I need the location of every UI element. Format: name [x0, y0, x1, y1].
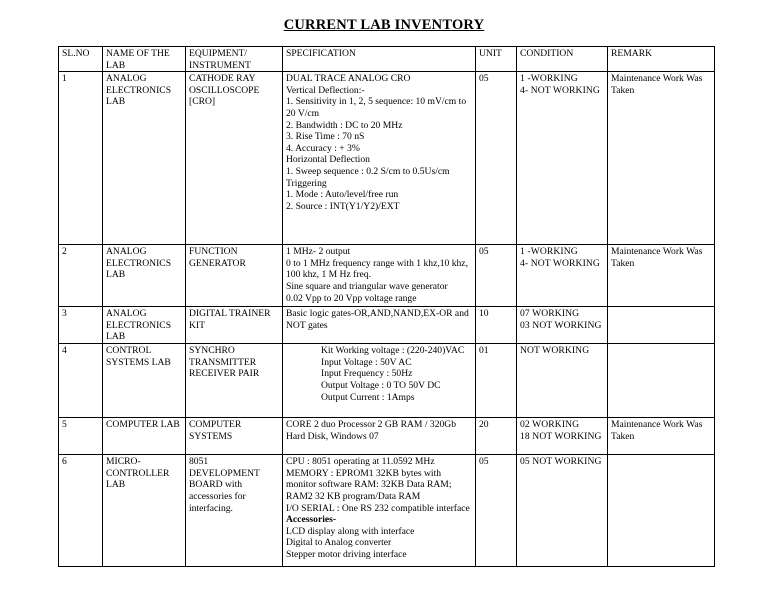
cell-equipment: DIGITAL TRAINER KIT [186, 307, 283, 344]
column-header-specification: SPECIFICATION [283, 47, 476, 72]
cell-condition [517, 245, 608, 307]
spec-line: 1 MHz- 2 output [286, 246, 351, 258]
spec-line: Sine square and triangular wave generator [286, 280, 448, 292]
cell-slno: 3 [59, 307, 103, 344]
cell-specification [283, 307, 476, 344]
cell-remark: Maintenance Work Was Taken [608, 72, 715, 245]
spec-line: Kit Working voltage : (220-240)VAC [321, 345, 465, 357]
cell-specification [283, 455, 476, 567]
spec-line: Input Frequency : 50Hz [321, 368, 413, 380]
cell-lab: ANALOG ELECTRONICS LAB [103, 307, 186, 344]
spec-line: 4. Accuracy : + 3% [286, 142, 360, 154]
cell-lab: ANALOG ELECTRONICS LAB [103, 72, 186, 245]
column-header-lab: NAME OF THE LAB [103, 47, 186, 72]
spec-line: Vertical Deflection:- [286, 84, 365, 96]
spec-line: LCD display along with interface [286, 525, 415, 537]
spec-line: CPU : 8051 operating at 11.0592 MHz [286, 456, 435, 468]
spec-line: Accessories- [286, 514, 337, 526]
spec-line: Basic logic gates-OR,AND,NAND,EX-OR and NOT gates [286, 308, 469, 331]
cell-remark [608, 307, 715, 344]
cell-condition [517, 72, 608, 245]
cell-lab: ANALOG ELECTRONICS LAB [103, 245, 186, 307]
condition-line: 03 NOT WORKING [520, 319, 602, 331]
condition-line: 18 NOT WORKING [520, 430, 602, 442]
cell-equipment: CATHODE RAY OSCILLOSCOPE [CRO] [186, 72, 283, 245]
cell-remark: Maintenance Work Was Taken [608, 418, 715, 455]
table-header-row [59, 47, 715, 72]
condition-line: 1 -WORKING [520, 73, 578, 85]
column-header-equipment: EQUIPMENT/ INSTRUMENT [186, 47, 283, 72]
cell-equipment [186, 455, 283, 567]
condition-line: 02 WORKING [520, 419, 580, 431]
spec-line: 1. Sweep sequence : 0.2 S/cm to 0.5Us/cm [286, 165, 450, 177]
cell-lab: CONTROL SYSTEMS LAB [103, 344, 186, 418]
spec-line: Horizontal Deflection [286, 154, 370, 166]
spec-line: I/O SERIAL : One RS 232 compatible interface [286, 502, 470, 514]
cell-condition [517, 307, 608, 344]
spec-line: Digital to Analog converter [286, 537, 392, 549]
spec-line: RAM2 32 KB program/Data RAM [286, 490, 421, 502]
spec-line: 1. Sensitivity in 1, 2, 5 sequence: 10 mV/cm to 20 V/cm [286, 96, 467, 119]
table-row [59, 307, 715, 344]
table-row [59, 455, 715, 567]
condition-line: 4- NOT WORKING [520, 84, 600, 96]
cell-specification [283, 72, 476, 245]
cell-slno: 4 [59, 344, 103, 418]
column-header-remark: REMARK [608, 47, 715, 72]
cell-unit: 20 [476, 418, 517, 455]
cell-condition [517, 418, 608, 455]
spec-line: Output Voltage : 0 TO 50V DC [321, 379, 441, 391]
cell-slno: 6 [59, 455, 103, 567]
cell-slno: 2 [59, 245, 103, 307]
cell-unit: 05 [476, 245, 517, 307]
spec-line: CORE 2 duo Processor 2 GB RAM / 320Gb Hard Disk, Windows 07 [286, 419, 457, 442]
cell-unit: 05 [476, 72, 517, 245]
spec-line: 2. Bandwidth : DC to 20 MHz [286, 119, 403, 131]
cell-remark [608, 455, 715, 567]
cell-equipment: FUNCTION GENERATOR [186, 245, 283, 307]
condition-line: NOT WORKING [520, 345, 590, 357]
cell-specification [283, 245, 476, 307]
condition-line: 07 WORKING [520, 308, 580, 320]
cell-specification [283, 418, 476, 455]
table-row [59, 344, 715, 418]
cell-equipment: COMPUTER SYSTEMS [186, 418, 283, 455]
cell-equipment: SYNCHRO TRANSMITTER RECEIVER PAIR [186, 344, 283, 418]
cell-lab: COMPUTER LAB [103, 418, 186, 455]
spec-line: MEMORY : EPROM1 32KB bytes with monitor software RAM: 32KB Data RAM; [286, 467, 452, 491]
spec-line: Stepper motor driving interface [286, 548, 407, 560]
spec-line: 2. Source : INT(Y1/Y2)/EXT [286, 200, 400, 212]
spec-line: 0 to 1 MHz frequency range with 1 khz,10 khz, 100 khz, 1 M Hz freq. [286, 257, 468, 281]
cell-condition [517, 455, 608, 567]
table-row [59, 418, 715, 455]
column-header-condition: CONDITION [517, 47, 608, 72]
cell-unit: 05 [476, 455, 517, 567]
table-row [59, 245, 715, 307]
equipment-detail: with accessories for interfacing. [189, 479, 246, 514]
cell-slno: 5 [59, 418, 103, 455]
spec-line: Output Current : 1Amps [321, 391, 415, 403]
cell-slno: 1 [59, 72, 103, 245]
spec-line: Triggering [286, 177, 327, 189]
column-header-slno: SL.NO [59, 47, 103, 72]
condition-line: 05 NOT WORKING [520, 456, 602, 468]
spec-line: DUAL TRACE ANALOG CRO [286, 73, 411, 85]
cell-remark [608, 344, 715, 418]
spec-line: 1. Mode : Auto/level/free run [286, 189, 399, 201]
inventory-table [58, 46, 715, 567]
spec-line: 0.02 Vpp to 20 Vpp voltage range [286, 292, 417, 304]
cell-unit: 01 [476, 344, 517, 418]
condition-line: 4- NOT WORKING [520, 257, 600, 269]
cell-lab: MICRO-CONTROLLER LAB [103, 455, 186, 567]
equipment-name: 8051 DEVELOPMENT BOARD [189, 456, 260, 491]
column-header-unit: UNIT [476, 47, 517, 72]
spec-line: Input Voltage : 50V AC [321, 356, 412, 368]
condition-line: 1 -WORKING [520, 246, 578, 258]
cell-condition [517, 344, 608, 418]
table-row [59, 72, 715, 245]
cell-remark: Maintenance Work Was Taken [608, 245, 715, 307]
page-title: CURRENT LAB INVENTORY [283, 17, 485, 33]
spec-line: 3. Rise Time : 70 nS [286, 131, 365, 143]
cell-unit: 10 [476, 307, 517, 344]
cell-specification [283, 344, 476, 418]
